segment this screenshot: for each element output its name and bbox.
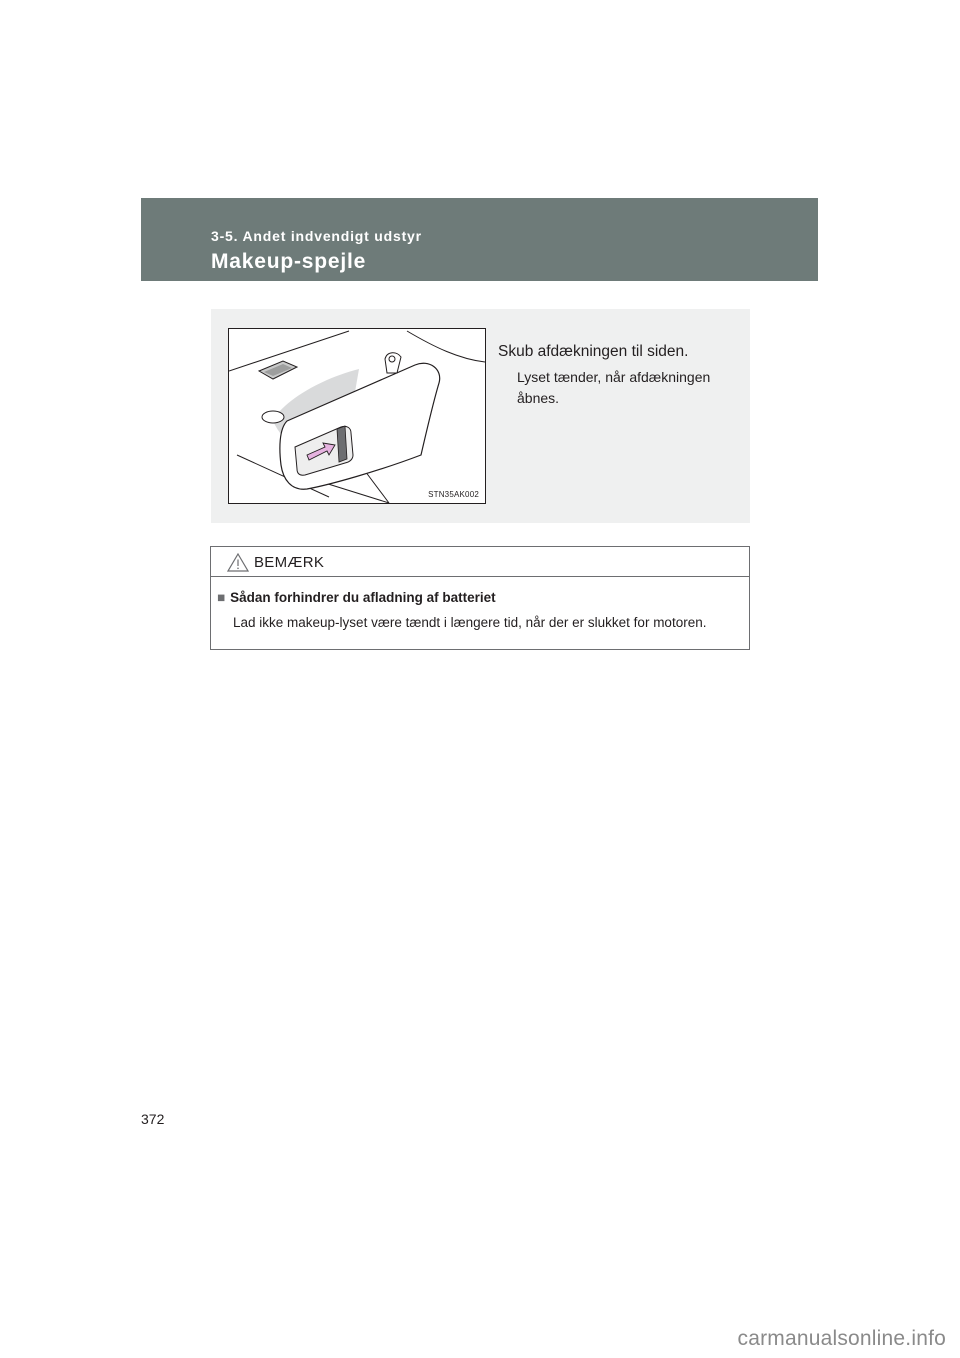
warning-triangle-icon: [227, 553, 249, 572]
notice-box: [210, 546, 750, 650]
header-band: [141, 198, 818, 281]
square-bullet-icon: ■: [217, 590, 226, 605]
page-title: Makeup-spejle: [211, 250, 367, 273]
page-number: 372: [141, 1111, 165, 1127]
notice-subheading-text: Sådan forhindrer du afladning af batteriet: [230, 590, 496, 605]
step-instruction: Skub afdækningen til siden.: [498, 343, 689, 360]
sun-visor-drawing: [229, 329, 485, 503]
watermark-bar: [0, 1318, 960, 1358]
section-label: 3-5. Andet indvendigt udstyr: [211, 228, 422, 244]
notice-header: [211, 547, 749, 577]
figure-code: STN35AK002: [428, 490, 479, 499]
vanity-mirror-illustration: [228, 328, 486, 504]
watermark: carmanualsonline.info: [737, 1327, 946, 1350]
notice-subheading: [217, 590, 496, 605]
step-detail: Lyset tænder, når afdækningen åbnes.: [517, 369, 711, 406]
step-panel: [211, 309, 750, 523]
notice-title: BEMÆRK: [254, 554, 325, 571]
notice-body: Lad ikke makeup-lyset være tændt i længere tid, når der er slukket for motoren.: [233, 615, 707, 630]
